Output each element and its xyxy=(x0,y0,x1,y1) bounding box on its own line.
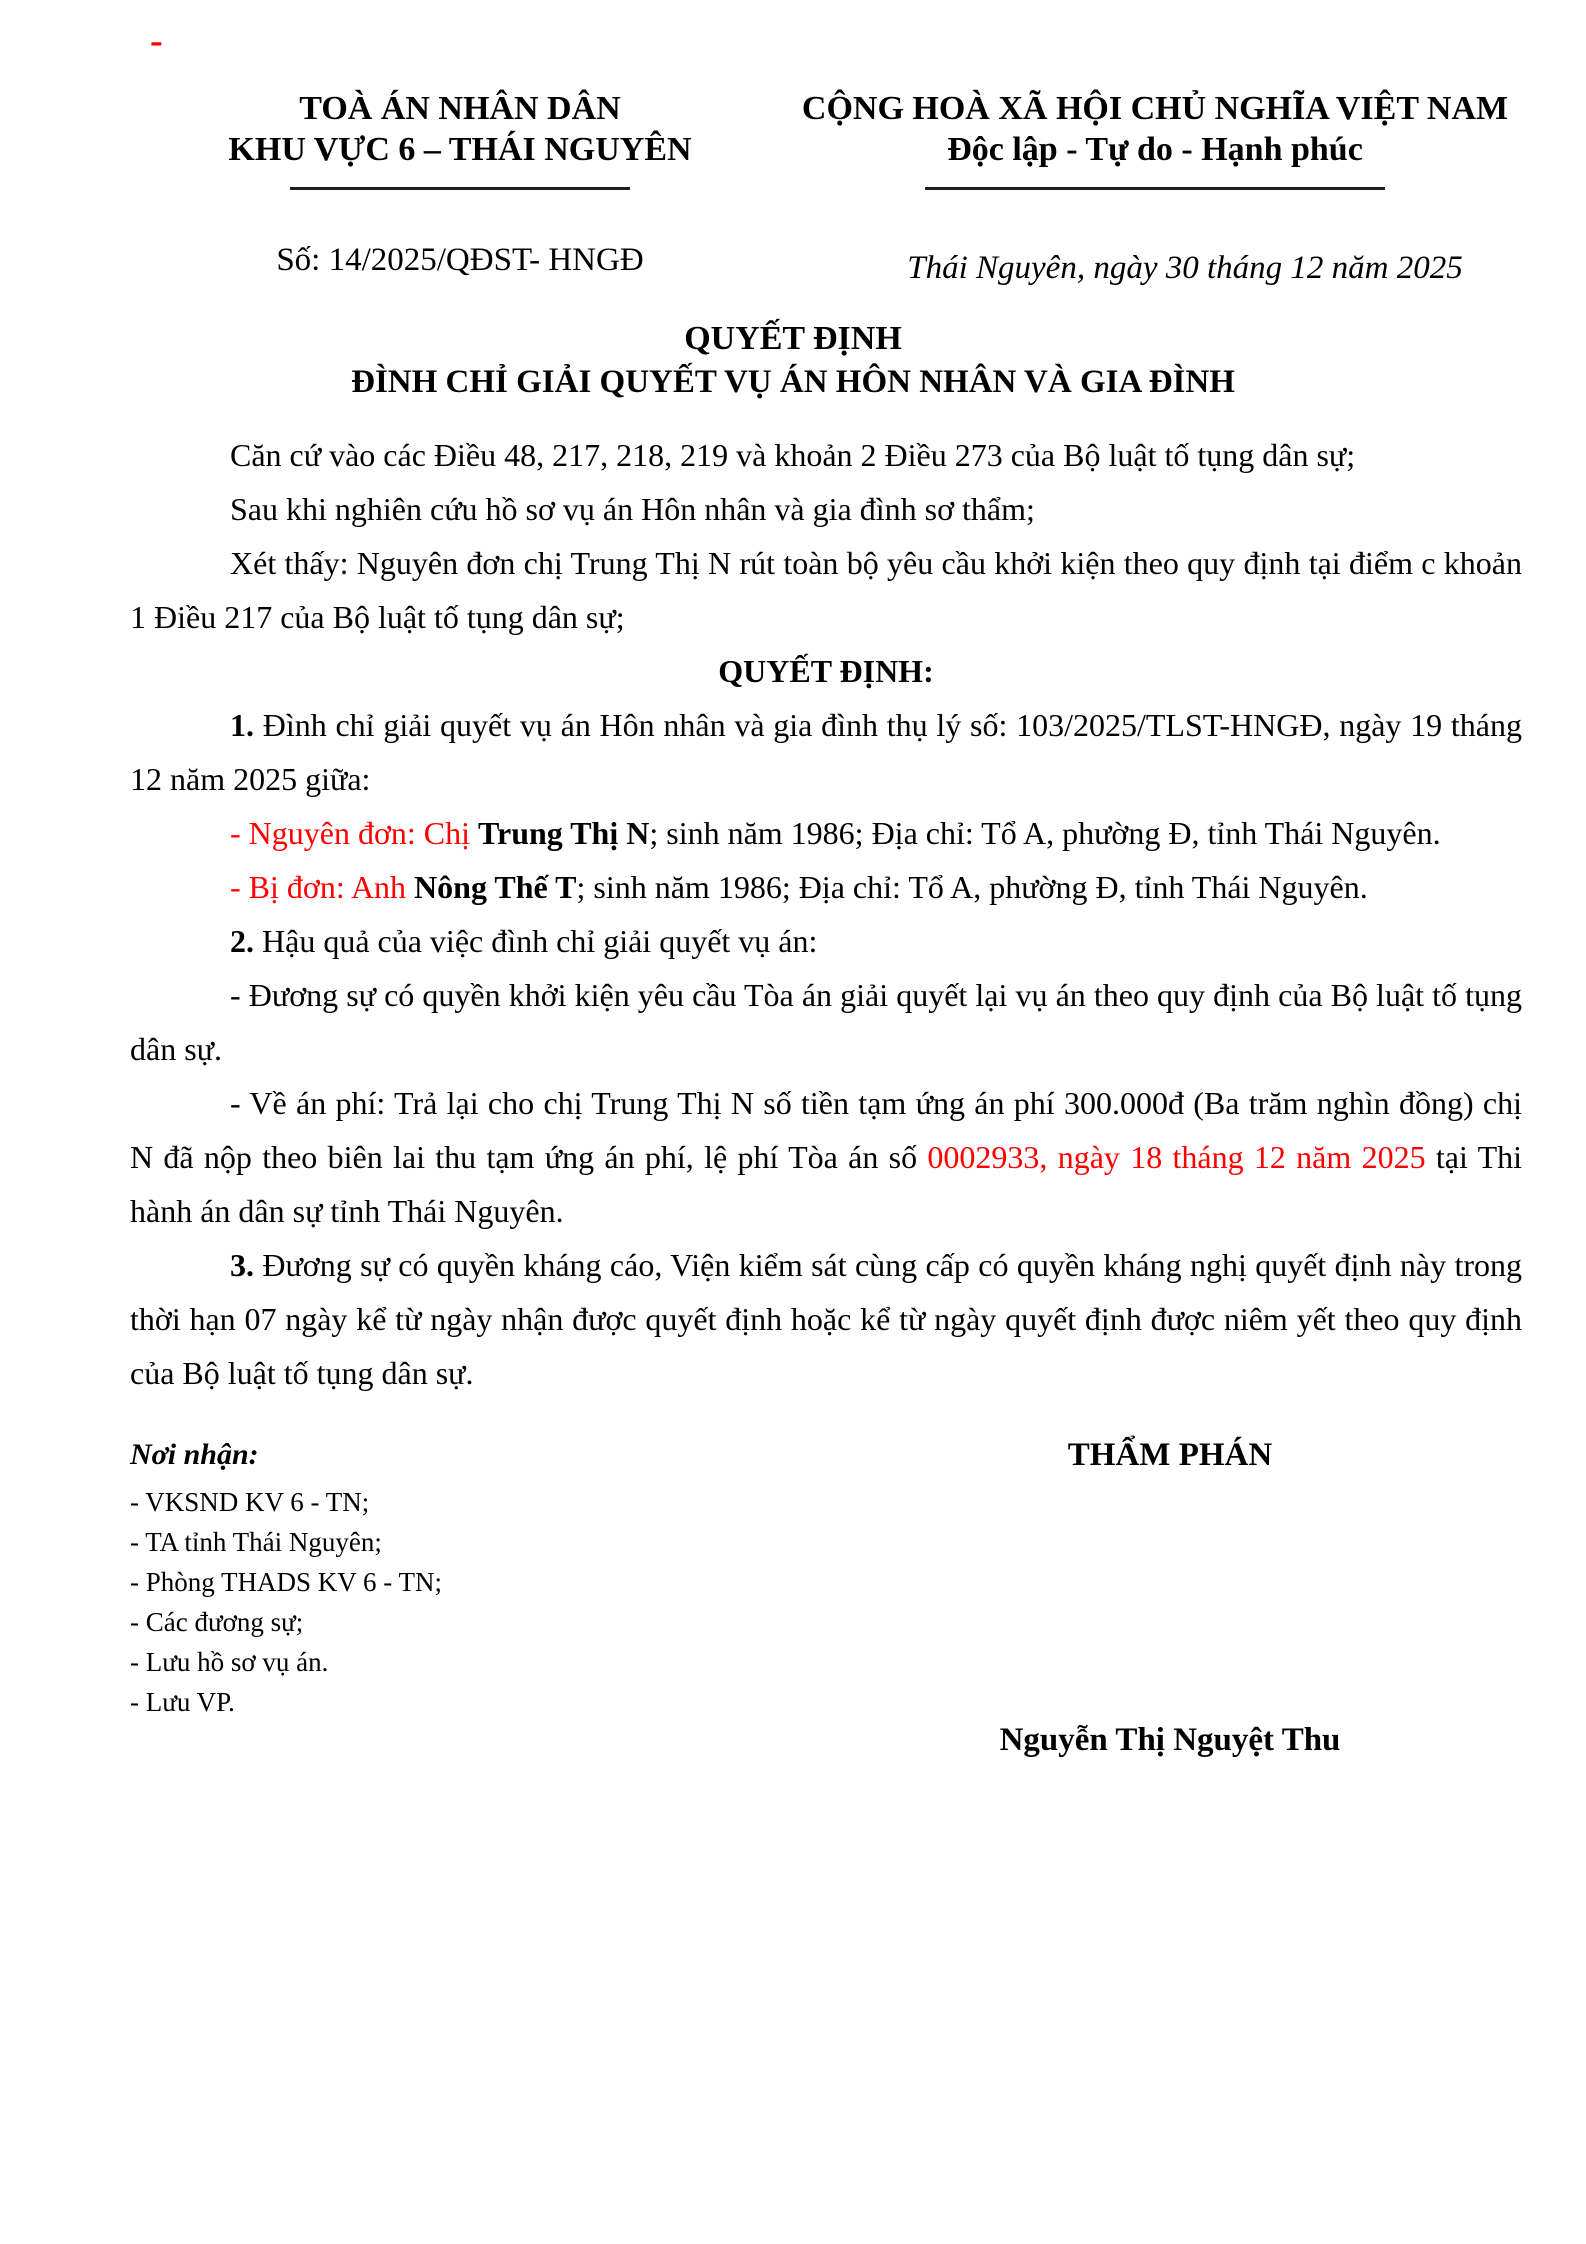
paragraph-findings: Xét thấy: Nguyên đơn chị Trung Thị N rút toàn bộ yêu cầu khởi kiện theo quy định tại điểm c khoản 1 Điều 217 của Bộ luật tố tụng dân sự; xyxy=(130,545,1522,636)
decision-heading: QUYẾT ĐỊNH: xyxy=(718,653,934,690)
motto-underline xyxy=(925,187,1385,190)
court-name-line2: KHU VỰC 6 – THÁI NGUYÊN xyxy=(228,131,692,169)
recipient-item: - VKSND KV 6 - TN; xyxy=(130,1487,370,1518)
title-line2: ĐÌNH CHỈ GIẢI QUYẾT VỤ ÁN HÔN NHÂN VÀ GIA ĐÌNH xyxy=(351,364,1235,401)
issuing-court-block xyxy=(130,88,790,279)
paragraph-after-review: Sau khi nghiên cứu hồ sơ vụ án Hôn nhân và gia đình sơ thẩm; xyxy=(230,491,1035,528)
defendant-details: ; sinh năm 1986; Địa chỉ: Tổ A, phường Đ, tỉnh Thái Nguyên. xyxy=(576,869,1368,906)
paragraph-item3 xyxy=(130,1238,1522,1400)
national-title: CỘNG HOÀ XÃ HỘI CHỦ NGHĨA VIỆT NAM xyxy=(801,90,1509,127)
paragraph-right-to-sue: - Đương sự có quyền khởi kiện yêu cầu Tòa án giải quyết lại vụ án theo quy định của Bộ luật tố tụng dân sự. xyxy=(130,977,1522,1068)
paragraph-defendant xyxy=(130,860,1522,914)
document-header xyxy=(0,0,1586,287)
item1-number: 1. xyxy=(230,707,254,744)
recipients-label: Nơi nhận: xyxy=(130,1438,259,1472)
plaintiff-label: - Nguyên đơn: Chị xyxy=(230,815,479,852)
item3-number: 3. xyxy=(230,1247,254,1284)
document-title xyxy=(0,317,1586,404)
paragraph-legal-basis: Căn cứ vào các Điều 48, 217, 218, 219 và khoản 2 Điều 273 của Bộ luật tố tụng dân sự; xyxy=(230,437,1356,474)
recipients-list xyxy=(130,1482,690,1722)
paragraph-plaintiff xyxy=(130,806,1522,860)
recipient-item: - Phòng THADS KV 6 - TN; xyxy=(130,1567,443,1598)
item2-text: Hậu quả của việc đình chỉ giải quyết vụ án: xyxy=(254,923,818,960)
defendant-label: - Bị đơn: Anh xyxy=(230,869,415,906)
paragraph-court-fee xyxy=(130,1076,1522,1238)
plaintiff-name: Trung Thị N xyxy=(478,815,650,852)
national-motto-block xyxy=(790,88,1520,287)
document-body xyxy=(130,428,1522,1400)
recipient-item: - TA tỉnh Thái Nguyên; xyxy=(130,1527,382,1558)
defendant-name: Nông Thế T xyxy=(414,869,577,906)
place-date-line: Thái Nguyên, ngày 30 tháng 12 năm 2025 xyxy=(907,249,1463,286)
recipient-item: - Lưu VP. xyxy=(130,1687,235,1718)
fee-receipt-number: 0002933, ngày 18 tháng 12 năm 2025 xyxy=(927,1139,1426,1176)
judge-name: Nguyễn Thị Nguyệt Thu xyxy=(999,1721,1341,1758)
court-name-line1: TOÀ ÁN NHÂN DÂN xyxy=(299,90,621,127)
document-number: Số: 14/2025/QĐST- HNGĐ xyxy=(276,241,644,278)
national-motto: Độc lập - Tự do - Hạnh phúc xyxy=(947,131,1363,169)
recipients-block xyxy=(130,1434,690,1722)
court-name-underline xyxy=(290,187,630,190)
item1-text: Đình chỉ giải quyết vụ án Hôn nhân và gia đình thụ lý số: 103/2025/TLST-HNGĐ, ngày 19 tháng 12 năm 2025 giữa: xyxy=(130,707,1522,798)
paragraph-item1 xyxy=(130,698,1522,806)
recipient-item: - Lưu hồ sơ vụ án. xyxy=(130,1647,329,1678)
recipient-item: - Các đương sự; xyxy=(130,1607,304,1638)
title-line1: QUYẾT ĐỊNH xyxy=(684,319,902,357)
signature-block xyxy=(820,1434,1520,1762)
red-dash-mark: - xyxy=(150,20,163,62)
item3-text: Đương sự có quyền kháng cáo, Viện kiểm sát cùng cấp có quyền kháng nghị quyết định này trong thời hạn 07 ngày kể từ ngày nhận được quyết định hoặc kể từ ngày quyết định được niêm yết theo quy định của Bộ luật tố tụng dân sự. xyxy=(130,1247,1522,1392)
paragraph-item2 xyxy=(130,914,1522,968)
fee-text-before: - Về án phí: Trả lại cho chị Trung Thị N số tiền tạm ứng án phí 300.000đ (Ba trăm nghìn đồng) chị N đã nộp theo biên lai thu tạm ứng án phí, lệ phí Tòa án số xyxy=(130,1085,1522,1176)
judge-title: THẨM PHÁN xyxy=(1067,1437,1273,1474)
item2-number: 2. xyxy=(230,923,254,960)
document-footer xyxy=(130,1434,1520,1762)
fee-text-after: tại Thi hành án dân sự tỉnh Thái Nguyên. xyxy=(130,1139,1523,1230)
plaintiff-details: ; sinh năm 1986; Địa chỉ: Tổ A, phường Đ, tỉnh Thái Nguyên. xyxy=(649,815,1441,852)
